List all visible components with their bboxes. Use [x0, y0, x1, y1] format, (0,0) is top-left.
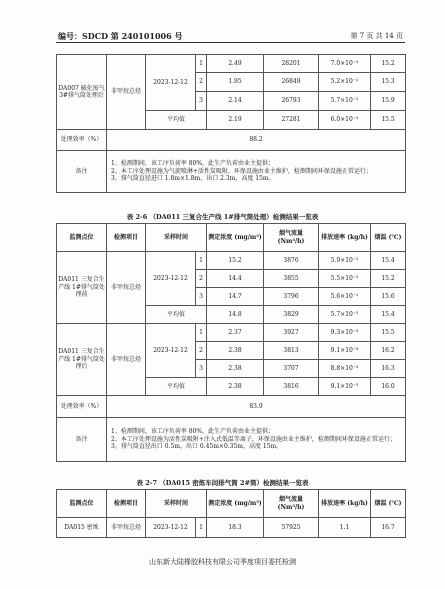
efficiency-value: 83.9	[107, 396, 406, 418]
table-caption: 表 2-6 （DA011 三复合生产线 1#排气筒处理）检测结果一览表	[126, 213, 319, 221]
conc-value: 18.3	[207, 518, 264, 538]
remark-line: 2、本工序处理设施为活性炭吸附+注入式低温等离子，环保设施由业主维护，检测期间环保设施正常运行；	[111, 435, 396, 443]
sample-index: 1	[196, 518, 207, 538]
sample-date: 2023-12-12	[146, 324, 196, 378]
header-rule	[56, 42, 405, 43]
col-header-item: 检测项目	[107, 224, 146, 252]
sample-index: 1	[196, 324, 207, 342]
col-header-temp: 烟温 (℃)	[371, 490, 406, 518]
test-item: 非甲烷总烃	[107, 252, 146, 324]
avg-conc: 2.19	[207, 111, 264, 130]
flow-value: 3855	[264, 270, 319, 288]
col-header-item: 检测项目	[107, 490, 146, 518]
conc-value: 2.37	[207, 324, 264, 342]
avg-conc: 2.38	[207, 378, 264, 396]
col-header-time: 采样时间	[146, 490, 207, 518]
avg-label: 平均值	[146, 111, 207, 130]
avg-conc: 14.8	[207, 306, 264, 324]
conc-value: 2.49	[207, 55, 264, 73]
remark-label: 备注	[57, 151, 107, 193]
rate-value: 1.1	[319, 518, 371, 538]
avg-flow: 3816	[264, 378, 319, 396]
rate-value: 8.8×10⁻³	[319, 360, 371, 378]
remark-line: 3、排气筒直径出口 0.5m，出口 0.45m×0.35m，高度 15m。	[111, 443, 283, 451]
col-header-rate: 排放速率 (kg/h)	[319, 224, 371, 252]
table-caption: 表 2-7 （DA015 密炼车间排气筒 2#筒）检测结果一览表	[136, 479, 309, 487]
rate-value: 5.9×10⁻²	[319, 252, 371, 270]
sample-date: 2023-12-12	[146, 518, 196, 538]
sample-date: 2023-12-12	[146, 252, 196, 306]
avg-temp: 16.0	[371, 378, 406, 396]
temp-value: 15.9	[371, 92, 406, 111]
flow-value: 57925	[264, 518, 319, 538]
remark-label: 备注	[57, 418, 107, 462]
test-item: 非甲烷总烃	[107, 55, 146, 130]
avg-rate: 9.1×10⁻³	[319, 378, 371, 396]
sample-index: 2	[196, 270, 207, 288]
conc-value: 2.38	[207, 342, 264, 360]
avg-temp: 15.5	[371, 111, 406, 130]
temp-value: 16.7	[371, 518, 406, 538]
table-da007	[56, 54, 406, 193]
sample-index: 3	[196, 288, 207, 306]
col-header-point: 监测点位	[57, 490, 107, 518]
flow-value: 3813	[264, 342, 319, 360]
col-header-conc: 测定浓度 (mg/m³)	[207, 490, 264, 518]
remark-line: 1、检测期间，该工序负荷率 80%，此生产负荷由业主提供；	[111, 160, 275, 168]
rate-value: 5.2×10⁻²	[319, 73, 371, 92]
conc-value: 2.38	[207, 360, 264, 378]
avg-rate: 6.0×10⁻²	[319, 111, 371, 130]
flow-value: 3876	[264, 252, 319, 270]
rate-value: 7.0×10⁻²	[319, 55, 371, 73]
temp-value: 15.6	[371, 288, 406, 306]
flow-value: 3707	[264, 360, 319, 378]
remark-line: 2、本工序处理设施为气旋喷淋+活性炭吸附，环保设施由业主维护，检测期间环保设施正常运行；	[111, 167, 372, 175]
sample-index: 1	[196, 252, 207, 270]
sample-index: 2	[196, 342, 207, 360]
col-header-point: 监测点位	[57, 224, 107, 252]
avg-rate: 5.7×10⁻²	[319, 306, 371, 324]
temp-value: 16.2	[371, 342, 406, 360]
rate-value: 5.5×10⁻²	[319, 270, 371, 288]
page-info: 第 7 页 共 14 页	[350, 32, 403, 40]
temp-value: 15.5	[371, 324, 406, 342]
monitor-point: DA011 三复合生产线 1#排气筒处理前	[57, 252, 107, 324]
avg-flow: 27281	[264, 111, 319, 130]
temp-value: 15.2	[371, 270, 406, 288]
conc-value: 2.14	[207, 92, 264, 111]
col-header-temp: 烟温 (℃)	[371, 224, 406, 252]
test-item: 非甲烷总烃	[107, 324, 146, 396]
avg-temp: 15.4	[371, 306, 406, 324]
remark-text	[107, 418, 406, 462]
conc-value: 14.4	[207, 270, 264, 288]
page-footer: 山东新大陆橡胶科技有限公司季度项目委托检测	[149, 558, 296, 566]
col-header-flow: 烟气流量 (Nm³/h)	[264, 490, 319, 518]
col-header-flow: 烟气流量 (Nm³/h)	[264, 224, 319, 252]
sample-date: 2023-12-12	[146, 55, 196, 111]
monitor-point: DA015 密炼	[57, 518, 107, 538]
temp-value: 16.3	[371, 360, 406, 378]
rate-value: 5.7×10⁻²	[319, 92, 371, 111]
test-item: 非甲烷总烃	[107, 518, 146, 538]
conc-value: 1.95	[207, 73, 264, 92]
conc-value: 14.7	[207, 288, 264, 306]
col-header-rate: 排放速率 (kg/h)	[319, 490, 371, 518]
sample-index: 1	[196, 55, 207, 73]
flow-value: 3796	[264, 288, 319, 306]
monitor-point: DA007 硫化废气 3#排气筒处理后	[57, 55, 107, 130]
remark-line: 3、排气筒直径进口 1.8m×1.8m，出口 2.3m，高度 15m。	[111, 175, 275, 183]
remark-text	[107, 151, 406, 193]
efficiency-label: 处理效率（%）	[57, 396, 107, 418]
col-header-time: 采样时间	[146, 224, 207, 252]
doc-number: 编号：SDCD 第 240101006 号	[58, 31, 183, 41]
rate-value: 9.3×10⁻³	[319, 324, 371, 342]
sample-index: 2	[196, 73, 207, 92]
flow-value: 28201	[264, 55, 319, 73]
table-da011	[56, 223, 406, 462]
avg-flow: 3829	[264, 306, 319, 324]
sample-index: 3	[196, 92, 207, 111]
remark-line: 1、检测期间，该工序负荷率 80%，此生产负荷由业主提供；	[111, 428, 275, 436]
rate-value: 9.1×10⁻³	[319, 342, 371, 360]
flow-value: 26849	[264, 73, 319, 92]
flow-value: 26793	[264, 92, 319, 111]
rate-value: 5.6×10⁻²	[319, 288, 371, 306]
flow-value: 3927	[264, 324, 319, 342]
conc-value: 15.2	[207, 252, 264, 270]
temp-value: 15.4	[371, 252, 406, 270]
temp-value: 15.2	[371, 55, 406, 73]
col-header-conc: 测定浓度 (mg/m³)	[207, 224, 264, 252]
sample-index: 3	[196, 360, 207, 378]
avg-label: 平均值	[146, 378, 207, 396]
efficiency-label: 处理效率（%）	[57, 130, 107, 151]
avg-label: 平均值	[146, 306, 207, 324]
table-da015	[56, 489, 406, 538]
efficiency-value: 88.2	[107, 130, 406, 151]
monitor-point: DA011 三复合生产线 1#排气筒处理后	[57, 324, 107, 396]
temp-value: 15.3	[371, 73, 406, 92]
